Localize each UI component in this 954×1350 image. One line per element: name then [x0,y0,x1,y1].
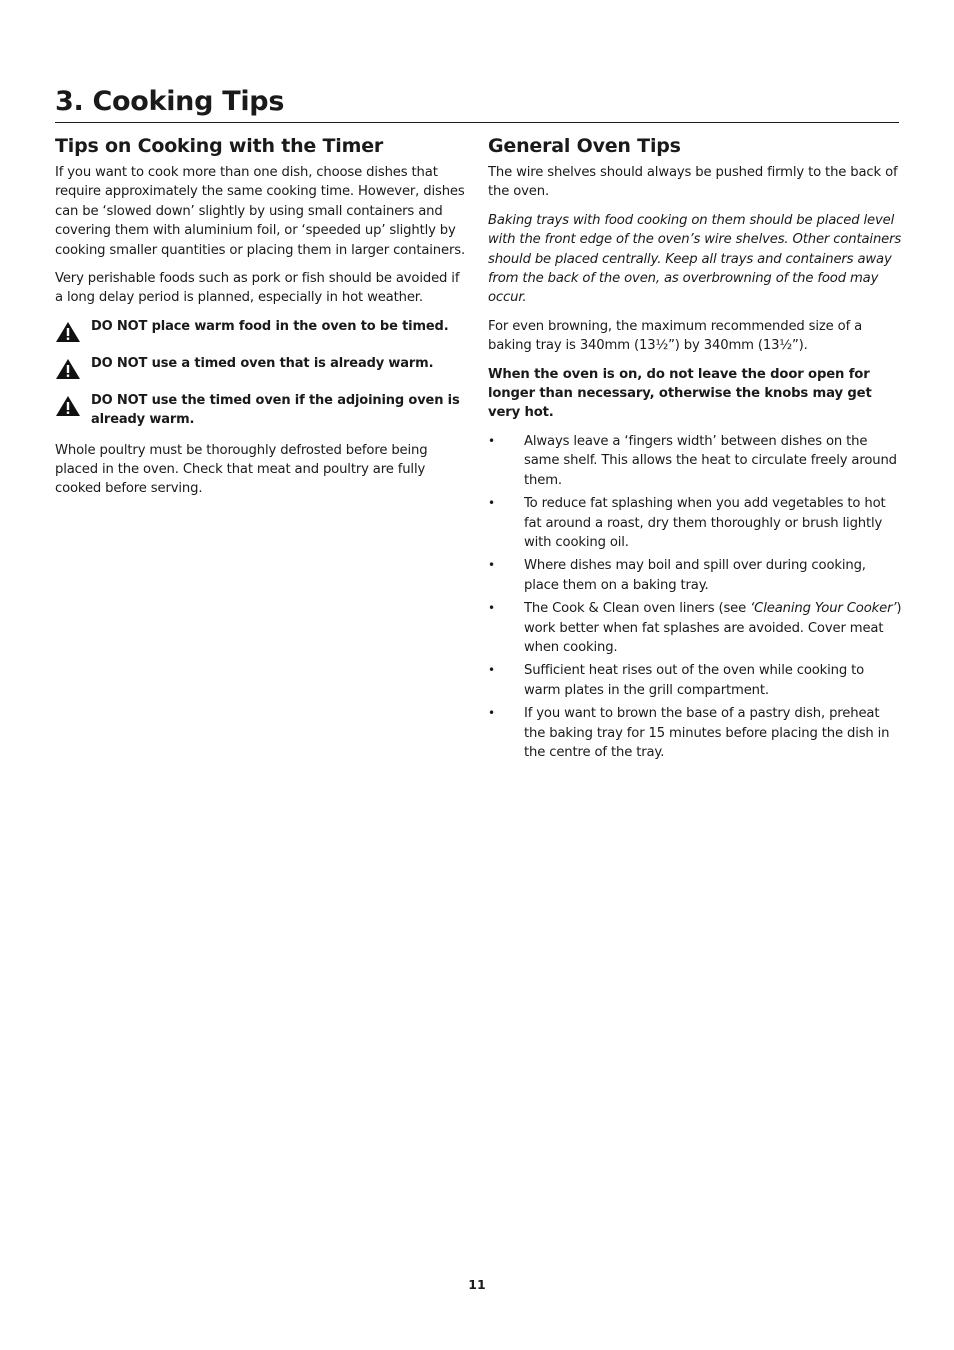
warning-text: DO NOT use the timed oven if the adjoining oven is already warm. [91,392,460,428]
warning-triangle-icon [55,358,81,380]
list-item-text: Where dishes may boil and spill over during cooking, place them on a baking tray. [524,558,866,593]
timer-tips-paragraph-2: Very perishable foods such as pork or fish should be avoided if a long delay period is planned, especially in hot weather. [55,271,460,306]
list-item-text [524,599,902,657]
list-item-text: To reduce fat splashing when you add vegetables to hot fat around a roast, dry them thoroughly or brush lightly with cooking oil. [524,496,886,550]
list-item-text-before: The Cook & Clean oven liners (see [524,601,751,617]
left-column [55,133,467,508]
warning-item [55,317,467,343]
list-item-text: Sufficient heat rises out of the oven while cooking to warm plates in the grill compartment. [524,663,865,698]
cross-reference-link-text: ‘Cleaning Your Cooker’ [750,601,897,617]
list-item [488,432,902,490]
warning-text: DO NOT place warm food in the oven to be timed. [91,318,449,334]
general-tips-heading: General Oven Tips [488,135,681,157]
list-item-text: Always leave a ‘fingers width’ between dishes on the same shelf. This allows the heat to circulate freely around them. [524,433,897,488]
general-tips-paragraph-3: For even browning, the maximum recommended size of a baking tray is 340mm (13½”) by 340mm (13½”). [488,318,863,354]
page-title: 3. Cooking Tips [55,86,285,117]
general-tips-warning-paragraph: When the oven is on, do not leave the door open for longer than necessary, otherwise the knobs may get very hot. [488,366,872,421]
list-item [488,494,902,552]
warning-text: DO NOT use a timed oven that is already warm. [91,355,434,371]
list-item-text: If you want to brown the base of a pastry dish, preheat the baking tray for 15 minutes before placing the dish in the centre of the tray. [524,706,890,760]
warning-triangle-icon [55,395,81,417]
title-divider [55,122,899,123]
timer-tips-paragraph-1: If you want to cook more than one dish, choose dishes that require approximately the same cooking time. However, dishes can be ‘slowed down’ slightly by using small containers and covering them with aluminium foil, or ‘speeded up’ slightly by cooking smaller quantities or placing them in larger containers. [55,165,465,258]
right-column [488,133,902,766]
list-item [488,704,902,762]
list-item [488,599,902,657]
bullet-marker: • [488,663,496,678]
bullet-marker: • [488,433,496,448]
warning-triangle-icon [55,321,81,343]
general-tips-paragraph-italic: Baking trays with food cooking on them should be placed level with the front edge of the oven’s wire shelves. Other containers should be placed centrally. Keep all trays and containers away from the back of the oven, as overbrowning of the food may occur. [488,212,902,306]
general-tips-paragraph-1: The wire shelves should always be pushed firmly to the back of the oven. [488,165,898,200]
bullet-marker: • [488,496,496,511]
timer-tips-paragraph-3: Whole poultry must be thoroughly defrosted before being placed in the oven. Check that meat and poultry are fully cooked before serving. [55,442,428,497]
warning-item [55,354,467,380]
list-item [488,556,902,595]
bullet-marker: • [488,601,496,616]
warning-item [55,391,467,430]
list-item [488,661,902,700]
timer-tips-heading: Tips on Cooking with the Timer [55,135,384,157]
general-tips-list [488,432,902,763]
page-number: 11 [468,1277,486,1292]
list-item-text-after: ) work better when fat splashes are avoided. Cover meat when cooking. [524,601,902,655]
bullet-marker: • [488,706,496,721]
bullet-marker: • [488,558,496,573]
